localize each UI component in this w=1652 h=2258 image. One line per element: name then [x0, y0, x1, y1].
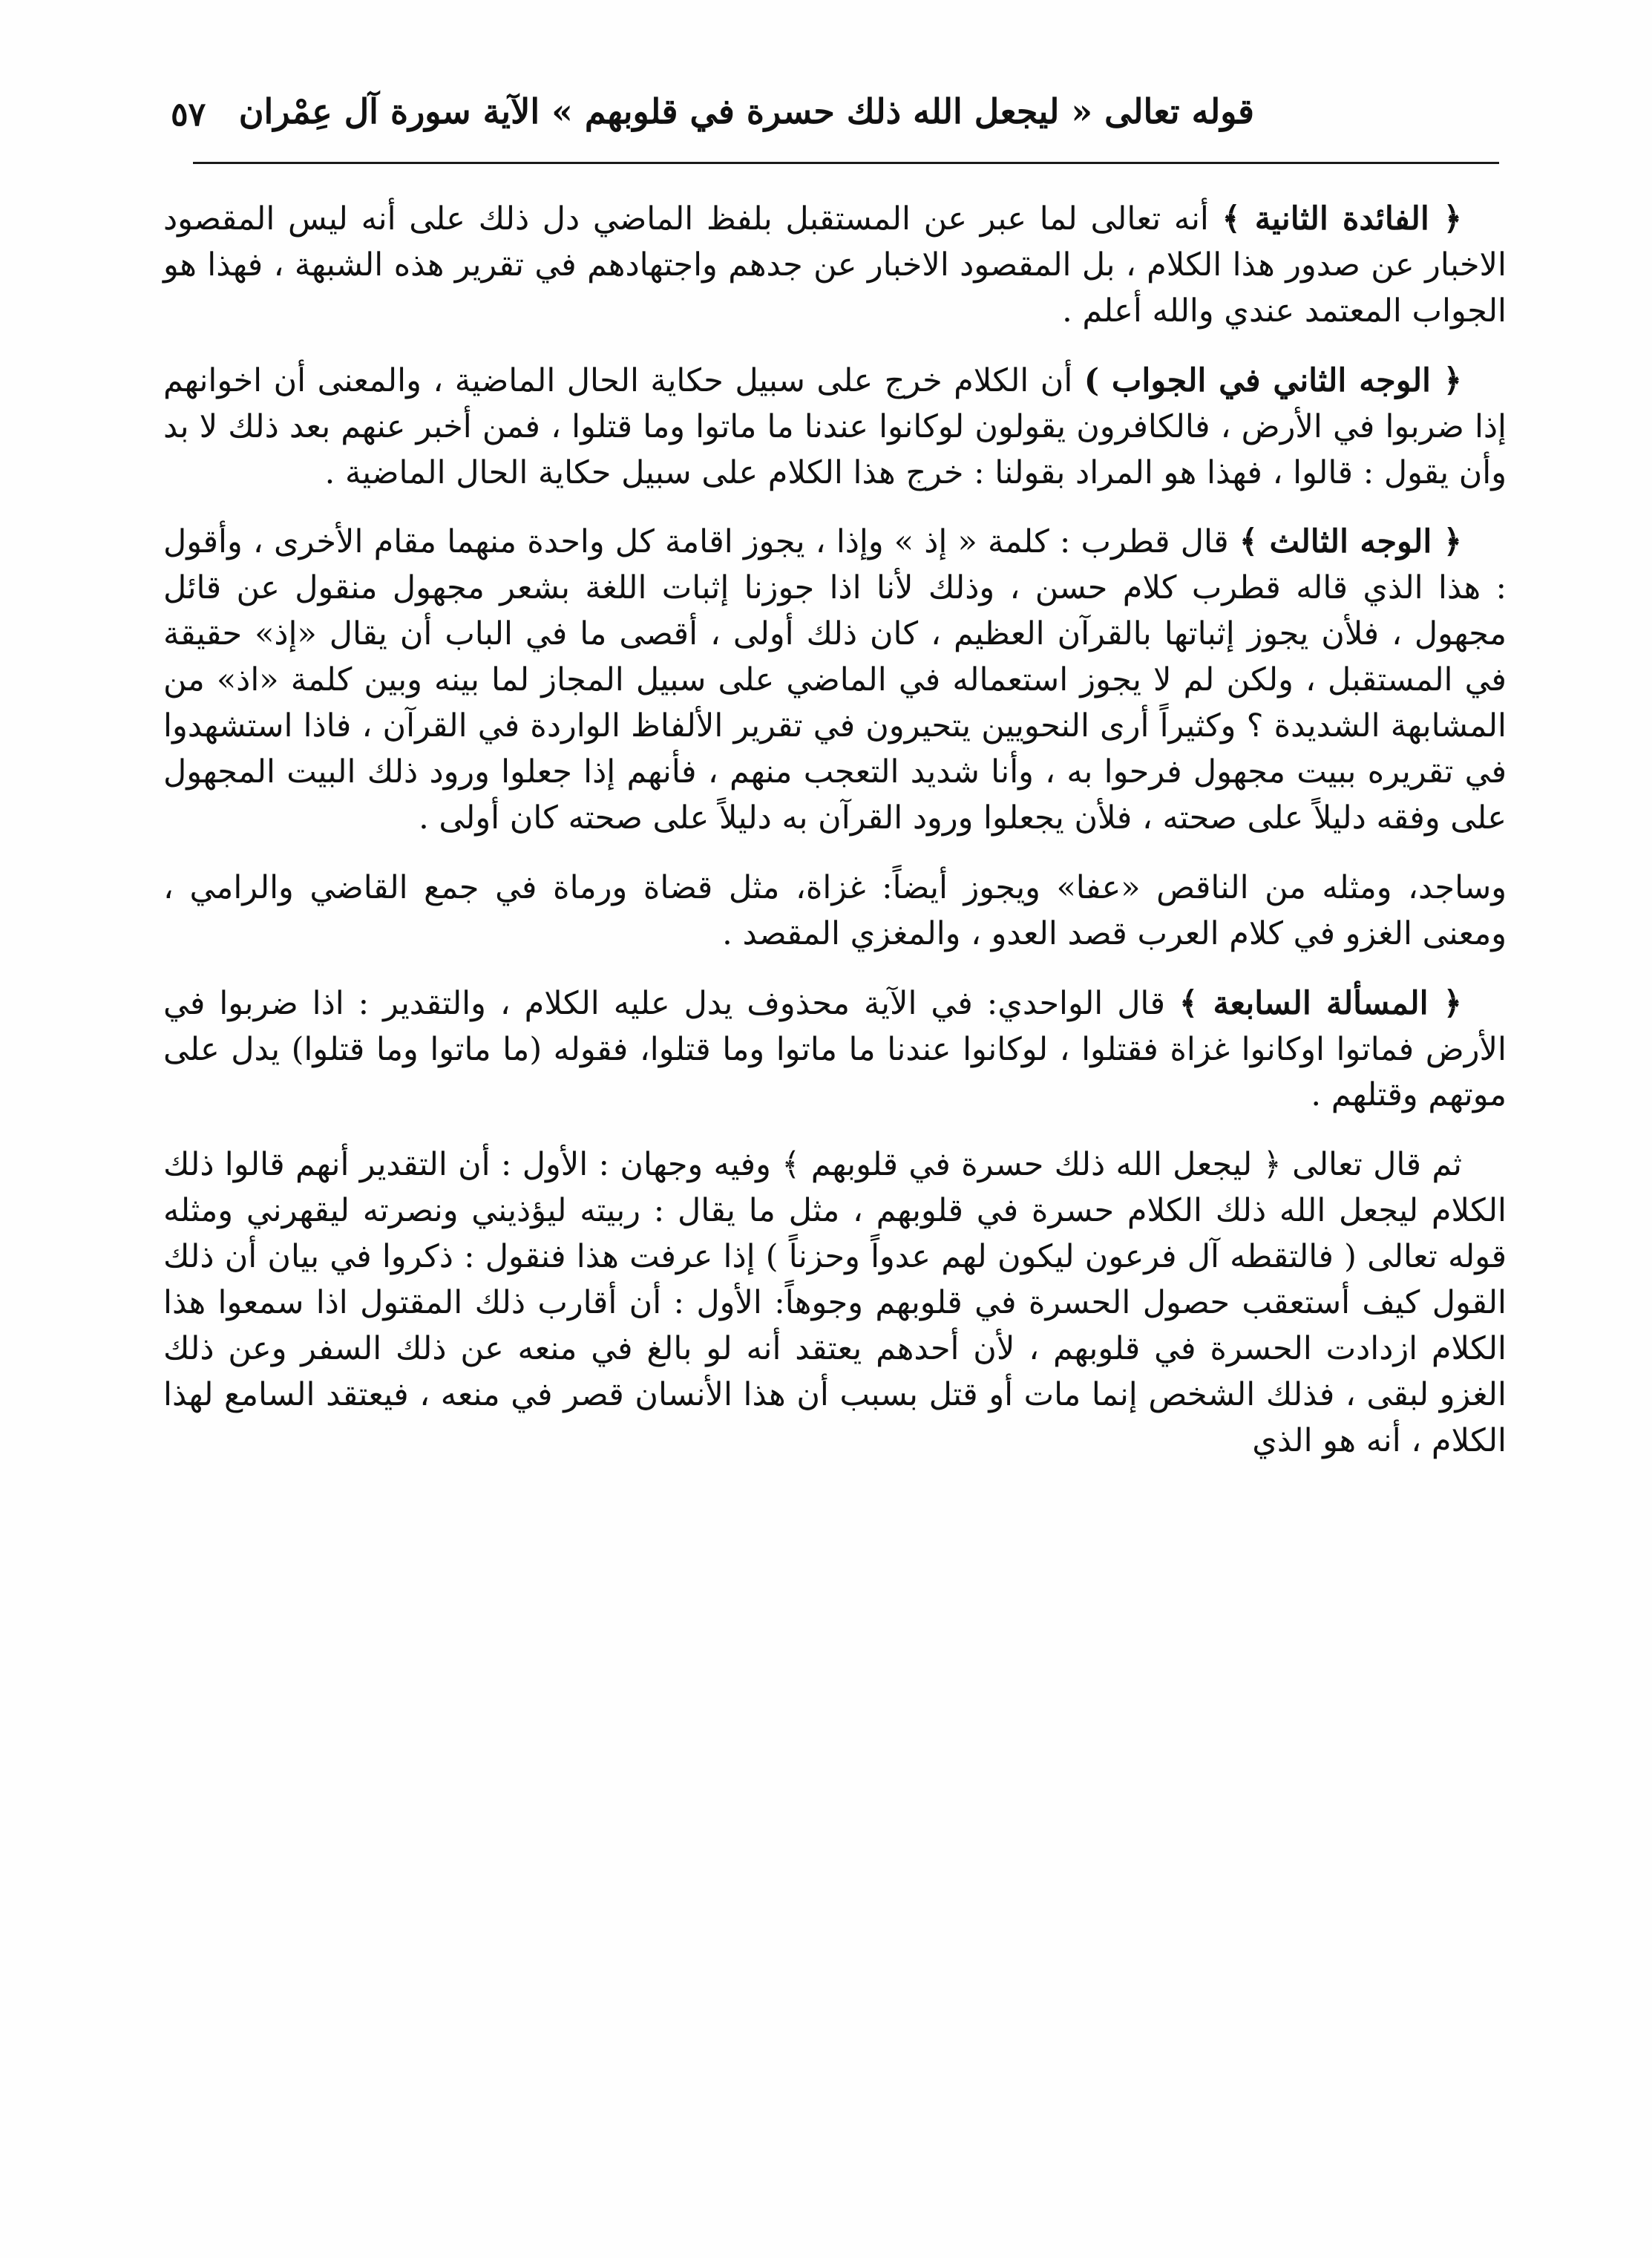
- paragraph-seventh-issue: [163, 981, 1507, 1119]
- paragraph-text: وساجد، ومثله من الناقص «عفا» ويجوز أيضاً: غزاة، مثل قضاة ورماة في جمع القاضي والرامي ، ومعنى الغزو في كلام العرب قصد العدو ، والمغزي المقصد .: [163, 868, 1507, 952]
- paragraph-second-benefit: [163, 197, 1507, 335]
- page-header: [148, 78, 1499, 160]
- page-body: [163, 197, 1507, 1488]
- paragraph-text: أنه تعالى لما عبر عن المستقبل بلفظ الماضي دل ذلك على أنه ليس المقصود الاخبار عن صدور هذا الكلام ، بل المقصود الاخبار عن جدهم واجتهادهم في تقرير هذه الشبهة ، فهذا هو الجواب المعتمد عندي والله أعلم .: [163, 200, 1507, 330]
- paragraph-third-aspect: [163, 520, 1507, 841]
- paragraph-second-aspect: [163, 359, 1507, 497]
- paragraph-text: أن الكلام خرج على سبيل حكاية الحال الماضية ، والمعنى أن اخوانهم إذا ضربوا في الأرض ، فالكافرون يقولون لوكانوا عندنا ما ماتوا وما قتلوا ، فمن أخبر عنهم بعد ذلك لا بد وأن يقول : قالوا ، فهذا هو المراد بقولنا : خرج هذا الكلام على سبيل حكاية الحال الماضية .: [163, 361, 1507, 491]
- paragraph-verse-commentary: [163, 1142, 1507, 1464]
- paragraph-heading: ﴿ الوجه الثالث ﴾: [1239, 523, 1462, 561]
- paragraph-text: ثم قال تعالى ﴿ ليجعل الله ذلك حسرة في قلوبهم ﴾ وفيه وجهان : الأول : أن التقدير أنهم قالوا ذلك الكلام ليجعل الله ذلك الكلام حسرة في قلوبهم ، مثل ما يقال : ربيته ليؤذيني ونصرته ليقهرني ومثله قوله تعالى ( فالتقطه آل فرعون ليكون لهم عدواً وحزناً ) إذا عرفت هذا فنقول : ذكروا في بيان أن ذلك القول كيف أستعقب حصول الحسرة في قلوبهم وجوهاً: الأول : أن أقارب ذلك المقتول اذا سمعوا هذا الكلام ازدادت الحسرة في قلوبهم ، لأن أحدهم يعتقد أنه لو بالغ في منعه عن ذلك السفر وعن ذلك الغزو لبقى ، فذلك الشخص إنما مات أو قتل بسبب أن هذا الأنسان قصر في منعه ، فيعتقد السامع لهذا الكلام ، أنه هو الذي: [163, 1146, 1507, 1459]
- running-head: قوله تعالى « ليجعل الله ذلك حسرة في قلوبهم » الآية سورة آل عِمْران: [238, 91, 1254, 131]
- header-rule: [193, 162, 1499, 164]
- page-number: ٥٧: [171, 96, 206, 134]
- paragraph-text: قال قطرب : كلمة « إذ » وإذا ، يجوز اقامة كل واحدة منهما مقام الأخرى ، وأقول : هذا الذي قاله قطرب كلام حسن ، وذلك لأنا اذا جوزنا إثبات اللغة بشعر مجهول منقول عن قائل مجهول ، فلأن يجوز إثباتها بالقرآن العظيم ، كان ذلك أولى ، أقصى ما في الباب أن يقال «إذ» حقيقة في المستقبل ، ولكن لم لا يجوز استعماله في الماضي على سبيل المجاز لما بينه وبين كلمة «اذ» من المشابهة الشديدة ؟ وكثيراً أرى النحويين يتحيرون في تقرير الألفاظ الواردة في القرآن ، فاذا استشهدوا في تقريره ببيت مجهول فرحوا به ، وأنا شديد التعجب منهم ، فأنهم إذا جعلوا ورود ذلك البيت المجهول على وفقه دليلاً على صحته ، فلأن يجعلوا ورود القرآن به دليلاً على صحته كان أولى .: [163, 523, 1507, 837]
- paragraph-heading: ﴿ الفائدة الثانية ﴾: [1222, 200, 1462, 238]
- paragraph-heading: ﴿ الوجه الثاني في الجواب ): [1084, 361, 1462, 399]
- paragraph-heading: ﴿ المسألة السابعة ﴾: [1179, 984, 1462, 1022]
- paragraph-ghuzzat: [163, 865, 1507, 958]
- paragraph-text: قال الواحدي: في الآية محذوف يدل عليه الكلام ، والتقدير : اذا ضربوا في الأرض فماتوا اوكانوا غزاة فقتلوا ، لوكانوا عندنا ما ماتوا وما قتلوا، فقوله (ما ماتوا وما قتلوا) يدل على موتهم وقتلهم .: [163, 984, 1507, 1114]
